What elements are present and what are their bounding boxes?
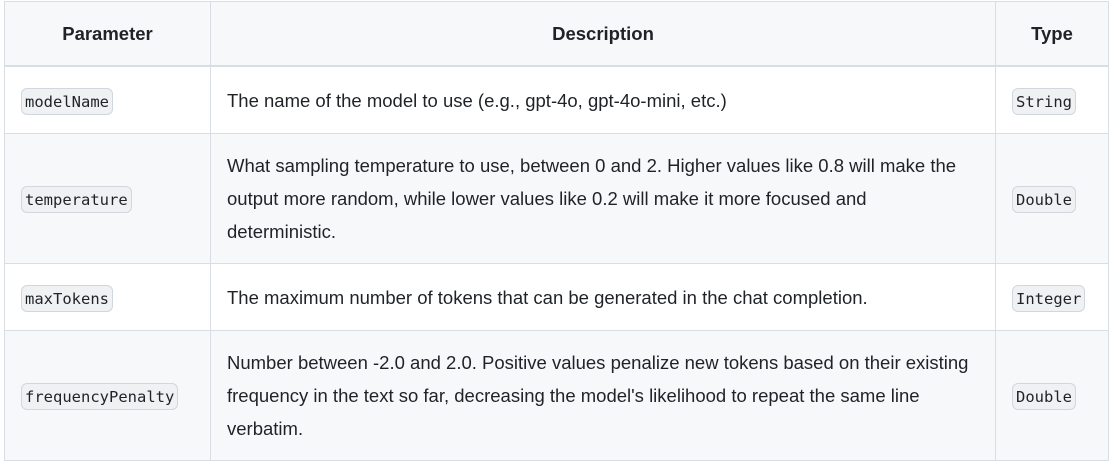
type-cell bbox=[996, 264, 1109, 331]
parameter-name-code: temperature bbox=[21, 186, 132, 213]
table-row bbox=[5, 134, 1109, 264]
table-header-row bbox=[5, 2, 1109, 67]
header-parameter: Parameter bbox=[5, 2, 211, 67]
parameter-cell bbox=[5, 331, 211, 461]
parameter-cell bbox=[5, 66, 211, 134]
parameters-table bbox=[4, 1, 1109, 461]
parameter-cell bbox=[5, 134, 211, 264]
type-code: Double bbox=[1012, 186, 1076, 213]
type-cell bbox=[996, 66, 1109, 134]
type-code: Integer bbox=[1012, 285, 1085, 312]
parameter-name-code: modelName bbox=[21, 88, 113, 115]
description-cell: The maximum number of tokens that can be generated in the chat completion. bbox=[211, 264, 996, 331]
table-row bbox=[5, 264, 1109, 331]
type-code: Double bbox=[1012, 383, 1076, 410]
table-row bbox=[5, 331, 1109, 461]
header-type: Type bbox=[996, 2, 1109, 67]
type-cell bbox=[996, 134, 1109, 264]
description-cell: What sampling temperature to use, between 0 and 2. Higher values like 0.8 will make the output more random, while lower values like 0.2 will make it more focused and deterministic. bbox=[211, 134, 996, 264]
parameter-cell bbox=[5, 264, 211, 331]
parameter-name-code: frequencyPenalty bbox=[21, 383, 178, 410]
parameter-name-code: maxTokens bbox=[21, 285, 113, 312]
table-row bbox=[5, 66, 1109, 134]
description-cell: Number between -2.0 and 2.0. Positive values penalize new tokens based on their existing frequency in the text so far, decreasing the model's likelihood to repeat the same line verbatim. bbox=[211, 331, 996, 461]
description-cell: The name of the model to use (e.g., gpt-4o, gpt-4o-mini, etc.) bbox=[211, 66, 996, 134]
type-code: String bbox=[1012, 88, 1076, 115]
header-description: Description bbox=[211, 2, 996, 67]
type-cell bbox=[996, 331, 1109, 461]
